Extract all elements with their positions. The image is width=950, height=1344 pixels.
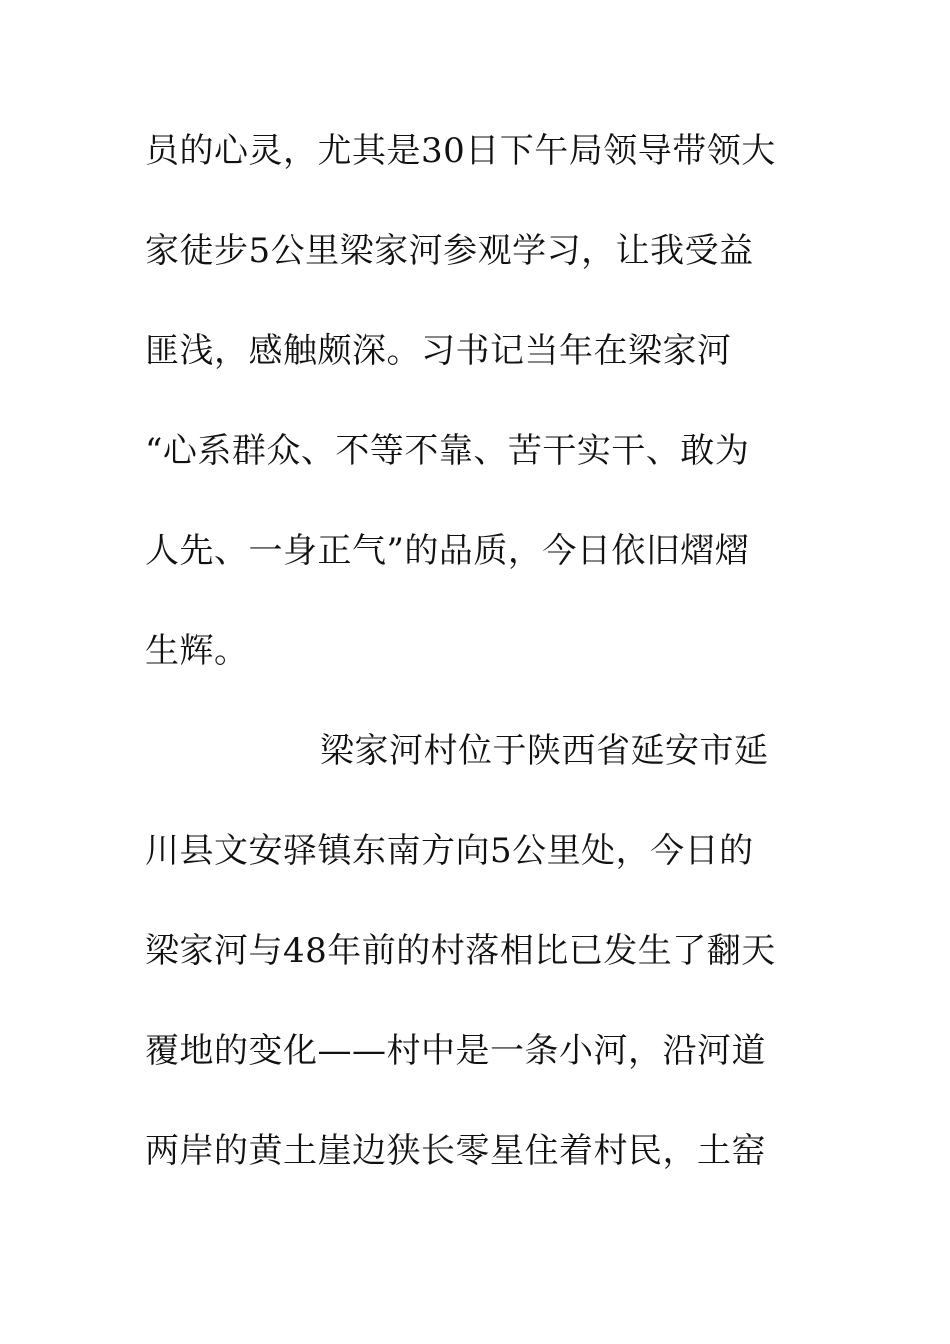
text-line: 生辉。	[145, 631, 249, 671]
text-line: 川县文安驿镇东南方向5公里处，今日的	[145, 831, 754, 871]
text-line: 匪浅，感触颇深。习书记当年在梁家河	[145, 331, 732, 371]
text-line: 人先、一身正气”的品质，今日依旧熠熠	[145, 531, 750, 571]
text-line: 覆地的变化——村中是一条小河，沿河道	[145, 1031, 766, 1071]
text-line: 家徒步5公里梁家河参观学习，让我受益	[145, 231, 754, 271]
text-line: “心系群众、不等不靠、苦干实干、敢为	[145, 431, 750, 471]
text-line: 两岸的黄土崖边狭长零星住着村民，土窑	[145, 1131, 766, 1171]
text-line: 梁家河与48年前的村落相比已发生了翻天	[145, 931, 776, 971]
text-line: 员的心灵，尤其是30日下午局领导带领大	[145, 131, 776, 171]
paragraph-start-line: 梁家河村位于陕西省延安市延	[320, 731, 769, 771]
